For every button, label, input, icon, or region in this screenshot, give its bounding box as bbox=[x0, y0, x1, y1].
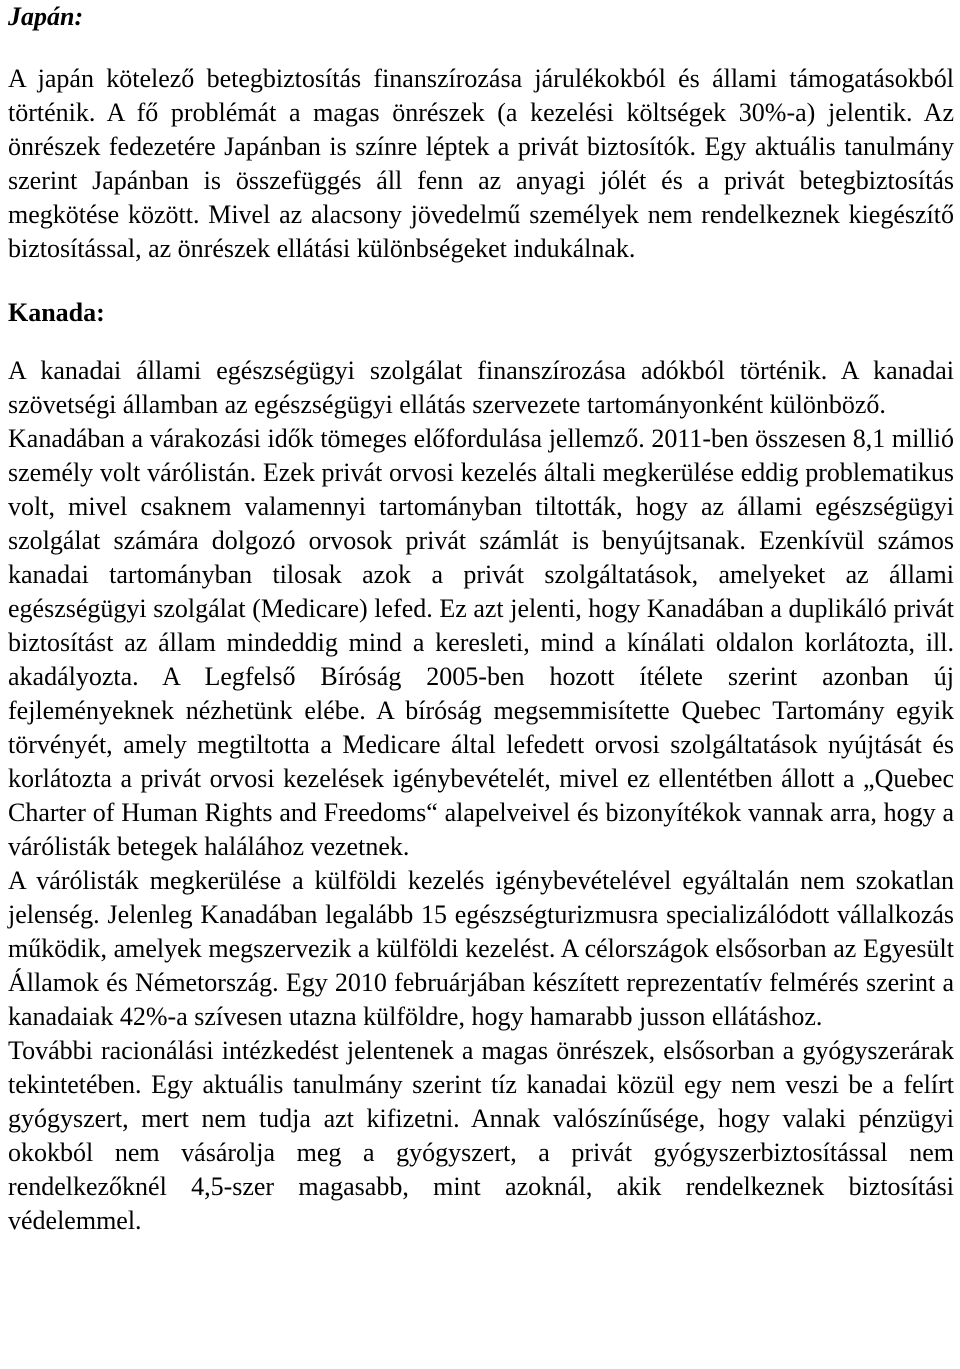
canada-paragraph-copayments: További racionálási intézkedést jelentenek a magas önrészek, elsősorban a gyógyszerárak tekintetében. Egy aktuális tanulmány szerint tíz kanadai közül egy nem veszi be a felírt gyógyszert, mert nem tudja azt kifizetni. Annak valószínűsége, hogy valaki pénzügyi okokból nem vásárolja meg a gyógyszert, a privát gyógyszerbiztosítással nem rendelkezőknél 4,5-szer magasabb, mint azoknál, akik rendelkeznek biztosítási védelemmel. bbox=[8, 1036, 954, 1235]
canada-paragraph-medical-tourism: A várólisták megkerülése a külföldi kezelés igénybevételével egyáltalán nem szokatlan jelenség. Jelenleg Kanadában legalább 15 egészségturizmusra specializálódott vállalkozás működik, amelyek megszervezik a külföldi kezelést. A célországok elsősorban az Egyesült Államok és Németország. Egy 2010 februárjában készített reprezentatív felmérés szerint a kanadaiak 42%-a szívesen utazna külföldre, hogy hamarabb jusson ellátáshoz. bbox=[8, 866, 954, 1031]
japan-paragraph: A japán kötelező betegbiztosítás finanszírozása járulékokból és állami támogatásokból történik. A fő problémát a magas önrészek (a kezelési költségek 30%-a) jelentik. Az önrészek fedezetére Japánban is színre léptek a privát biztosítók. Egy aktuális tanulmány szerint Japánban is összefüggés áll fenn az anyagi jólét és a privát betegbiztosítás megkötése között. Mivel az alacsony jövedelmű személyek nem rendelkeznek kiegészítő biztosítással, az önrészek ellátási különbségeket indukálnak. bbox=[8, 64, 954, 263]
document-page bbox=[8, 0, 954, 1238]
canada-paragraph-waiting-times: Kanadában a várakozási idők tömeges előfordulása jellemző. 2011-ben összesen 8,1 millió személy volt várólistán. Ezek privát orvosi kezelés általi megkerülése eddig problematikus volt, mivel csaknem valamennyi tartományban tiltották, hogy az állami egészségügyi szolgálat számára dolgozó orvosok privát számlát is benyújtsanak. Ezenkívül számos kanadai tartományban tilosak azok a privát szolgáltatások, amelyeket az állami egészségügyi szolgálat (Medicare) lefed. Ez azt jelenti, hogy Kanadában a duplikáló privát biztosítást az állam mindeddig mind a keresleti, mind a kínálati oldalon korlátozta, ill. akadályozta. A Legfelső Bíróság 2005-ben hozott ítélete szerint azonban új fejleményeknek nézhetünk elébe. A bíróság megsemmisítette Quebec Tartomány egyik törvényét, amely megtiltotta a Medicare által lefedett orvosi szolgáltatások nyújtását és korlátozta a privát orvosi kezelések igénybevételét, mivel ez ellentétben állott a „Quebec Charter of Human Rights and Freedoms“ alapelveivel és bizonyítékok vannak arra, hogy a várólisták betegek halálához vezetnek. bbox=[8, 424, 954, 861]
canada-paragraph-financing: A kanadai állami egészségügyi szolgálat finanszírozása adókból történik. A kanadai szövetségi államban az egészségügyi ellátás szervezete tartományonként különböző. bbox=[8, 356, 954, 419]
section-heading-japan: Japán: bbox=[8, 2, 84, 31]
section-heading-canada: Kanada: bbox=[8, 298, 105, 327]
